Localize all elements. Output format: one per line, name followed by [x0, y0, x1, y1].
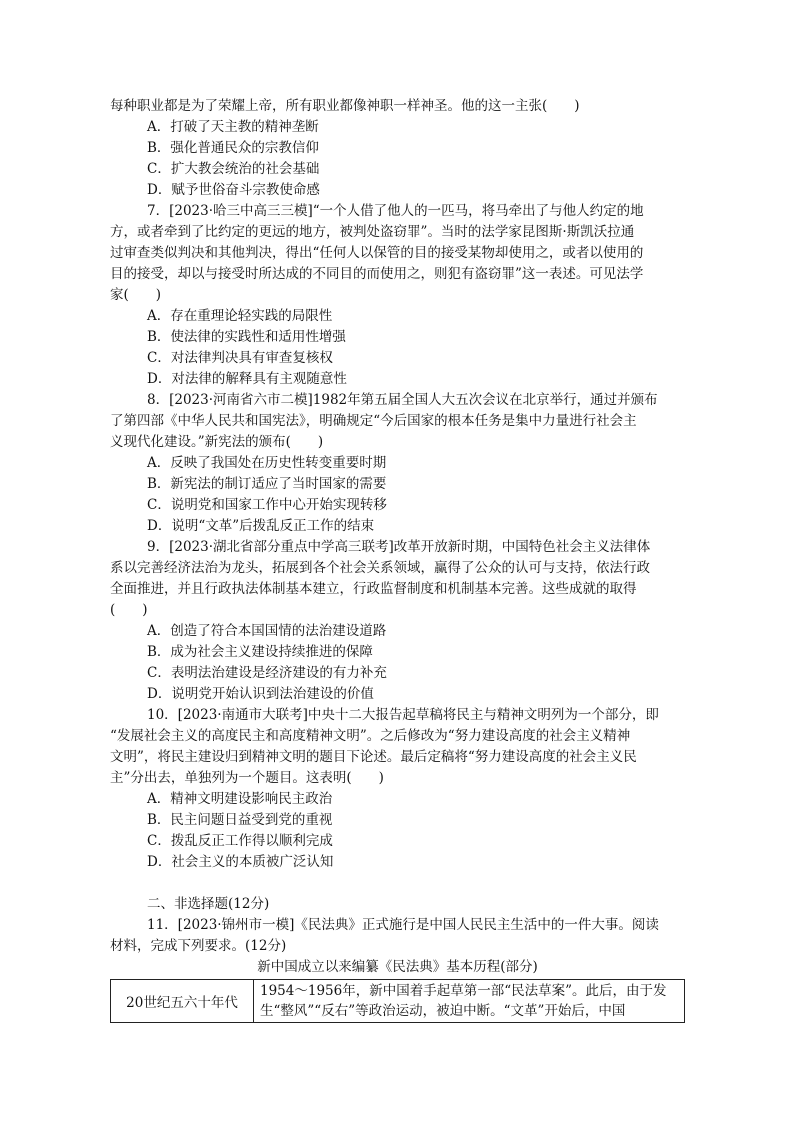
section-2-heading: 二、非选择题(12分)	[147, 896, 270, 912]
q10-option-a: A．精神文明建设影响民主政治	[147, 791, 333, 807]
q9-option-a: A．创造了符合本国国情的法治建设道路	[147, 623, 387, 639]
q6-option-b: B．强化普通民众的宗教信仰	[147, 140, 319, 156]
q10-stem-line-3: 文明”，将民主建设归到精神文明的题目下论述。最后定稿将“努力建设高度的社会主义民	[110, 749, 637, 765]
table-caption: 新中国成立以来编纂《民法典》基本历程(部分)	[257, 959, 538, 975]
q9-stem-line-4: ( )	[110, 602, 148, 618]
table-cell-description	[254, 980, 685, 1023]
history-table	[110, 979, 685, 1023]
q7-option-a: A．存在重理论轻实践的局限性	[147, 308, 333, 324]
q9-option-d: D．说明党开始认识到法治建设的价值	[147, 686, 374, 702]
q6-option-c: C．扩大教会统治的社会基础	[147, 161, 320, 177]
q8-option-b: B．新宪法的制订适应了当时国家的需要	[147, 476, 387, 492]
table-desc-line-2: 生“整风”“反右”等政治运动，被迫中断。“文革”开始后，中国	[260, 1003, 626, 1019]
table-row	[111, 980, 685, 1023]
q10-stem-line-4: 主”分出去，单独列为一个题目。这表明( )	[110, 770, 384, 786]
q11-stem-line-2: 材料，完成下列要求。(12分)	[110, 938, 287, 954]
table-desc-line-1: 1954～1956年，新中国着手起草第一部“民法草案”。此后，由于发	[260, 983, 667, 999]
q7-stem-line-1: 7．[2023·哈三中高三三模]“一个人借了他人的一匹马，将马牵出了与他人约定的地	[147, 203, 644, 219]
q6-stem-tail: 每种职业都是为了荣耀上帝，所有职业都像神职一样神圣。他的这一主张( )	[110, 98, 580, 114]
q8-option-c: C．说明党和国家工作中心开始实现转移	[147, 497, 387, 513]
q7-option-d: D．对法律的解释具有主观随意性	[147, 371, 347, 387]
q8-stem-line-2: 了第四部《中华人民共和国宪法》，明确规定“今后国家的根本任务是集中力量进行社会主	[110, 413, 637, 429]
q10-stem-line-1: 10．[2023·南通市大联考]中央十二大报告起草稿将民主与精神文明列为一个部分，即	[147, 707, 659, 723]
q9-option-b: B．成为社会主义建设持续推进的保障	[147, 644, 373, 660]
section-spacer	[110, 873, 685, 894]
q7-stem-line-5: 家( )	[110, 287, 162, 303]
q6-option-a: A．打破了天主教的精神垄断	[147, 119, 319, 135]
q8-option-d: D．说明“文革”后拨乱反正工作的结束	[147, 518, 375, 534]
q8-stem-line-3: 义现代化建设。”新宪法的颁布( )	[110, 434, 324, 450]
q9-stem-line-1: 9．[2023·湖北省部分重点中学高三联考]改革开放新时期，中国特色社会主义法律体	[147, 539, 651, 555]
q10-option-d: D．社会主义的本质被广泛认知	[147, 854, 334, 870]
q9-option-c: C．表明法治建设是经济建设的有力补充	[147, 665, 387, 681]
q10-option-b: B．民主问题日益受到党的重视	[147, 812, 333, 828]
q7-stem-line-3: 过审查类似判决和其他判决，得出“任何人以保管的目的接受某物却使用之，或者以使用的	[110, 245, 644, 261]
q10-stem-line-2: “发展社会主义的高度民主和高度精神文明”。之后修改为“努力建设高度的社会主义精神	[110, 728, 631, 744]
q9-stem-line-3: 全面推进，并且行政执法体制基本建立，行政监督制度和机制基本完善。这些成就的取得	[110, 581, 637, 597]
table-cell-period: 20世纪五六十年代	[111, 980, 254, 1023]
q7-option-b: B．使法律的实践性和适用性增强	[147, 329, 346, 345]
q7-stem-line-4: 目的接受，却以与接受时所达成的不同目的而使用之，则犯有盗窃罪”这一表述。可见法学	[110, 266, 644, 282]
q11-stem-line-1: 11．[2023·锦州市一模]《民法典》正式施行是中国人民民主生活中的一件大事。阅读	[147, 917, 659, 933]
exam-page	[110, 96, 685, 1023]
q9-stem-line-2: 系以完善经济法治为龙头，拓展到各个社会关系领域，赢得了公众的认可与支持，依法行政	[110, 560, 650, 576]
q8-option-a: A．反映了我国处在历史性转变重要时期	[147, 455, 387, 471]
q7-option-c: C．对法律判决具有审查复核权	[147, 350, 333, 366]
q10-option-c: C．拨乱反正工作得以顺利完成	[147, 833, 333, 849]
q7-stem-line-2: 方，或者牵到了比约定的更远的地方，被判处盗窃罪”。当时的法学家昆图斯·斯凯沃拉通	[110, 224, 635, 240]
q6-option-d: D．赋予世俗奋斗宗教使命感	[147, 182, 320, 198]
q8-stem-line-1: 8．[2023·河南省六市二模]1982年第五届全国人大五次会议在北京举行，通过并颁布	[147, 392, 658, 408]
